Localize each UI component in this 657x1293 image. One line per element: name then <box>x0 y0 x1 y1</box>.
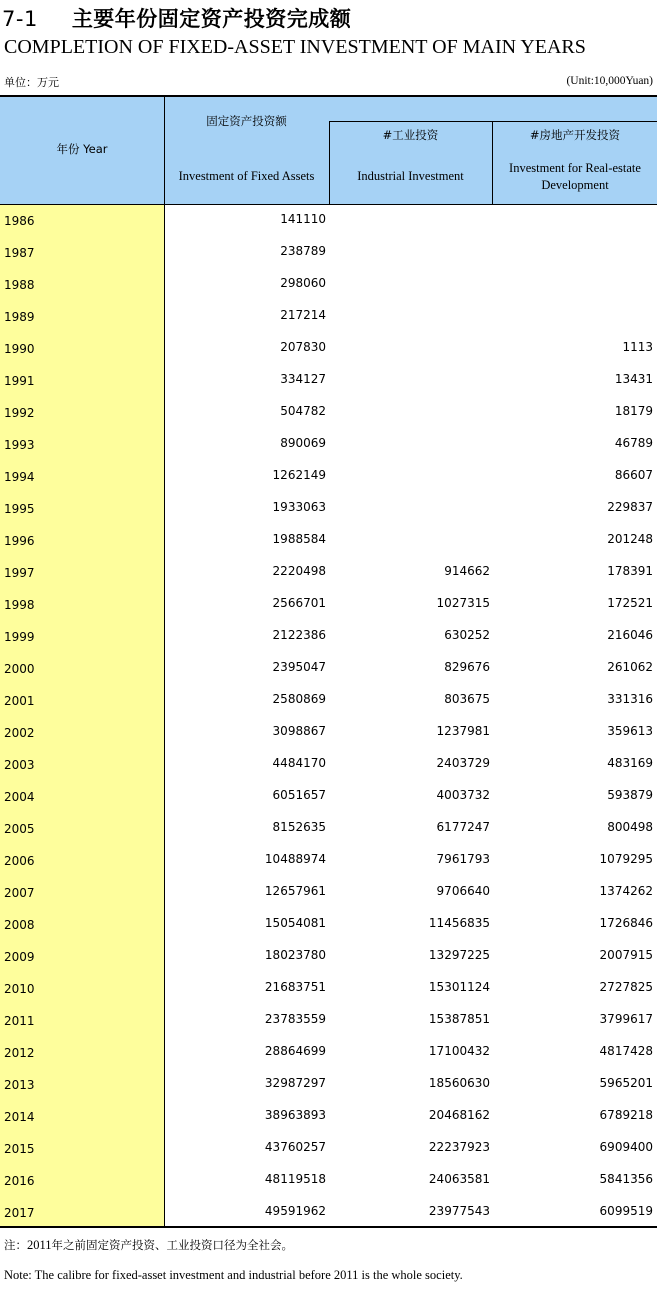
real-estate-cell: 359613 <box>607 724 653 738</box>
real-estate-cell: 216046 <box>607 628 653 642</box>
year-cell: 2001 <box>4 694 35 708</box>
fixed-assets-cell: 207830 <box>280 340 326 354</box>
real-estate-cell: 483169 <box>607 756 653 770</box>
year-cell: 2015 <box>4 1142 35 1156</box>
table-row <box>0 332 657 364</box>
year-cell: 2004 <box>4 790 35 804</box>
table-row <box>0 620 657 652</box>
year-cell: 2002 <box>4 726 35 740</box>
industrial-cell: 17100432 <box>428 1044 490 1058</box>
fixed-assets-cell: 18023780 <box>264 948 326 962</box>
table-row <box>0 460 657 492</box>
fixed-assets-cell: 334127 <box>280 372 326 386</box>
note-cn: 注：2011年之前固定资产投资、工业投资口径为全社会。 <box>4 1238 294 1252</box>
fixed-assets-cell: 4484170 <box>272 756 326 770</box>
real-estate-cell: 261062 <box>607 660 653 674</box>
real-estate-cell: 229837 <box>607 500 653 514</box>
year-cell: 2014 <box>4 1110 35 1124</box>
header-fixed-cn: 固定资产投资额 <box>206 114 287 128</box>
year-cell: 2006 <box>4 854 35 868</box>
real-estate-cell: 6789218 <box>599 1108 653 1122</box>
fixed-assets-cell: 141110 <box>280 212 326 226</box>
real-estate-cell: 6909400 <box>599 1140 653 1154</box>
real-estate-cell: 2007915 <box>599 948 653 962</box>
real-estate-cell: 1374262 <box>599 884 653 898</box>
industrial-cell: 6177247 <box>436 820 490 834</box>
industrial-cell: 1237981 <box>436 724 490 738</box>
real-estate-cell: 800498 <box>607 820 653 834</box>
header-subgroup-line <box>329 121 657 122</box>
table-row <box>0 716 657 748</box>
fixed-assets-cell: 2395047 <box>272 660 326 674</box>
industrial-cell: 15301124 <box>428 980 490 994</box>
title-cn-text: 主要年份固定资产投资完成额 <box>71 7 352 31</box>
note-en: Note: The calibre for fixed-asset investment and industrial before 2011 is the whole society. <box>4 1268 463 1282</box>
industrial-cell: 18560630 <box>428 1076 490 1090</box>
year-cell: 1995 <box>4 502 35 516</box>
real-estate-cell: 4817428 <box>599 1044 653 1058</box>
table-row <box>0 268 657 300</box>
real-estate-cell: 3799617 <box>599 1012 653 1026</box>
fixed-assets-cell: 2566701 <box>272 596 326 610</box>
table-row <box>0 1164 657 1196</box>
fixed-assets-cell: 504782 <box>280 404 326 418</box>
industrial-cell: 22237923 <box>428 1140 490 1154</box>
unit-label-en: (Unit:10,000Yuan) <box>566 75 653 87</box>
real-estate-cell: 1726846 <box>599 916 653 930</box>
fixed-assets-cell: 298060 <box>280 276 326 290</box>
fixed-assets-cell: 10488974 <box>264 852 326 866</box>
table-row <box>0 236 657 268</box>
industrial-cell: 9706640 <box>436 884 490 898</box>
fixed-assets-cell: 48119518 <box>264 1172 326 1186</box>
industrial-cell: 20468162 <box>428 1108 490 1122</box>
real-estate-cell: 86607 <box>614 468 653 482</box>
header-divider-3 <box>492 121 493 205</box>
industrial-cell: 4003732 <box>436 788 490 802</box>
real-estate-cell: 593879 <box>607 788 653 802</box>
table-row <box>0 780 657 812</box>
table-bottom-rule <box>0 1226 657 1228</box>
table-row <box>0 1132 657 1164</box>
fixed-assets-cell: 15054081 <box>264 916 326 930</box>
industrial-cell: 914662 <box>444 564 490 578</box>
year-cell: 2012 <box>4 1046 35 1060</box>
year-cell: 2000 <box>4 662 35 676</box>
year-cell: 2007 <box>4 886 35 900</box>
year-cell: 2005 <box>4 822 35 836</box>
real-estate-cell: 6099519 <box>599 1204 653 1218</box>
year-cell: 2016 <box>4 1174 35 1188</box>
industrial-cell: 11456835 <box>428 916 490 930</box>
table-row <box>0 876 657 908</box>
real-estate-cell: 172521 <box>607 596 653 610</box>
unit-label-cn: 单位：万元 <box>4 76 59 89</box>
real-estate-cell: 2727825 <box>599 980 653 994</box>
year-cell: 2017 <box>4 1206 35 1220</box>
table-row <box>0 492 657 524</box>
fixed-assets-cell: 1988584 <box>272 532 326 546</box>
fixed-assets-cell: 23783559 <box>264 1012 326 1026</box>
fixed-assets-cell: 6051657 <box>272 788 326 802</box>
table-row <box>0 1100 657 1132</box>
real-estate-cell: 13431 <box>614 372 653 386</box>
fixed-assets-cell: 238789 <box>280 244 326 258</box>
header-fixed-en: Investment of Fixed Assets <box>178 169 315 183</box>
real-estate-cell: 178391 <box>607 564 653 578</box>
table-row <box>0 972 657 1004</box>
table-row <box>0 844 657 876</box>
header-real-estate-en: Investment for Real-estate Development <box>509 161 641 192</box>
year-cell: 2003 <box>4 758 35 772</box>
table-row <box>0 940 657 972</box>
table-row <box>0 204 657 236</box>
industrial-cell: 7961793 <box>436 852 490 866</box>
fixed-assets-cell: 38963893 <box>264 1108 326 1122</box>
year-cell: 1990 <box>4 342 35 356</box>
header-industrial-en: Industrial Investment <box>357 169 464 183</box>
year-cell: 1986 <box>4 214 35 228</box>
fixed-assets-cell: 28864699 <box>264 1044 326 1058</box>
table-number: 7-1 <box>2 7 38 31</box>
table-row <box>0 748 657 780</box>
industrial-cell: 803675 <box>444 692 490 706</box>
fixed-assets-cell: 2122386 <box>272 628 326 642</box>
fixed-assets-cell: 49591962 <box>264 1204 326 1218</box>
fixed-assets-cell: 32987297 <box>264 1076 326 1090</box>
header-divider-2 <box>329 121 330 205</box>
header-year: 年份 Year <box>56 142 108 156</box>
table-row <box>0 300 657 332</box>
header-real-estate-cn: #房地产开发投资 <box>529 128 621 142</box>
table-row <box>0 524 657 556</box>
fixed-assets-cell: 43760257 <box>264 1140 326 1154</box>
year-cell: 1997 <box>4 566 35 580</box>
industrial-cell: 15387851 <box>428 1012 490 1026</box>
table-title-cn <box>2 3 351 33</box>
industrial-cell: 829676 <box>444 660 490 674</box>
year-cell: 2008 <box>4 918 35 932</box>
table-row <box>0 684 657 716</box>
year-cell: 2013 <box>4 1078 35 1092</box>
real-estate-cell: 331316 <box>607 692 653 706</box>
real-estate-cell: 1079295 <box>599 852 653 866</box>
table-row <box>0 812 657 844</box>
year-cell: 1988 <box>4 278 35 292</box>
fixed-assets-cell: 2220498 <box>272 564 326 578</box>
year-cell: 1996 <box>4 534 35 548</box>
year-cell: 2011 <box>4 1014 35 1028</box>
table-row <box>0 428 657 460</box>
table-row <box>0 556 657 588</box>
real-estate-cell: 5965201 <box>599 1076 653 1090</box>
year-cell: 2009 <box>4 950 35 964</box>
table-row <box>0 1196 657 1228</box>
real-estate-cell: 18179 <box>614 404 653 418</box>
industrial-cell: 13297225 <box>428 948 490 962</box>
year-cell: 2010 <box>4 982 35 996</box>
real-estate-cell: 201248 <box>607 532 653 546</box>
fixed-assets-cell: 2580869 <box>272 692 326 706</box>
fixed-assets-cell: 8152635 <box>272 820 326 834</box>
table-row <box>0 652 657 684</box>
industrial-cell: 23977543 <box>428 1204 490 1218</box>
real-estate-cell: 46789 <box>614 436 653 450</box>
table-row <box>0 588 657 620</box>
table-row <box>0 1004 657 1036</box>
table-row <box>0 1068 657 1100</box>
year-cell: 1992 <box>4 406 35 420</box>
table-row <box>0 1036 657 1068</box>
table-title-en: COMPLETION OF FIXED-ASSET INVESTMENT OF MAIN YEARS <box>4 36 586 58</box>
industrial-cell: 1027315 <box>436 596 490 610</box>
year-cell: 1994 <box>4 470 35 484</box>
industrial-cell: 24063581 <box>428 1172 490 1186</box>
fixed-assets-cell: 1262149 <box>272 468 326 482</box>
fixed-assets-cell: 890069 <box>280 436 326 450</box>
industrial-cell: 630252 <box>444 628 490 642</box>
year-cell: 1991 <box>4 374 35 388</box>
table-row <box>0 396 657 428</box>
industrial-cell: 2403729 <box>436 756 490 770</box>
year-cell: 1998 <box>4 598 35 612</box>
real-estate-cell: 5841356 <box>599 1172 653 1186</box>
fixed-assets-cell: 217214 <box>280 308 326 322</box>
year-cell: 1989 <box>4 310 35 324</box>
fixed-assets-cell: 1933063 <box>272 500 326 514</box>
year-cell: 1987 <box>4 246 35 260</box>
real-estate-cell: 1113 <box>622 340 653 354</box>
fixed-assets-cell: 12657961 <box>264 884 326 898</box>
header-industrial-cn: #工业投资 <box>382 128 439 142</box>
year-cell: 1993 <box>4 438 35 452</box>
fixed-assets-cell: 21683751 <box>264 980 326 994</box>
table-row <box>0 908 657 940</box>
year-cell: 1999 <box>4 630 35 644</box>
fixed-assets-cell: 3098867 <box>272 724 326 738</box>
table-row <box>0 364 657 396</box>
